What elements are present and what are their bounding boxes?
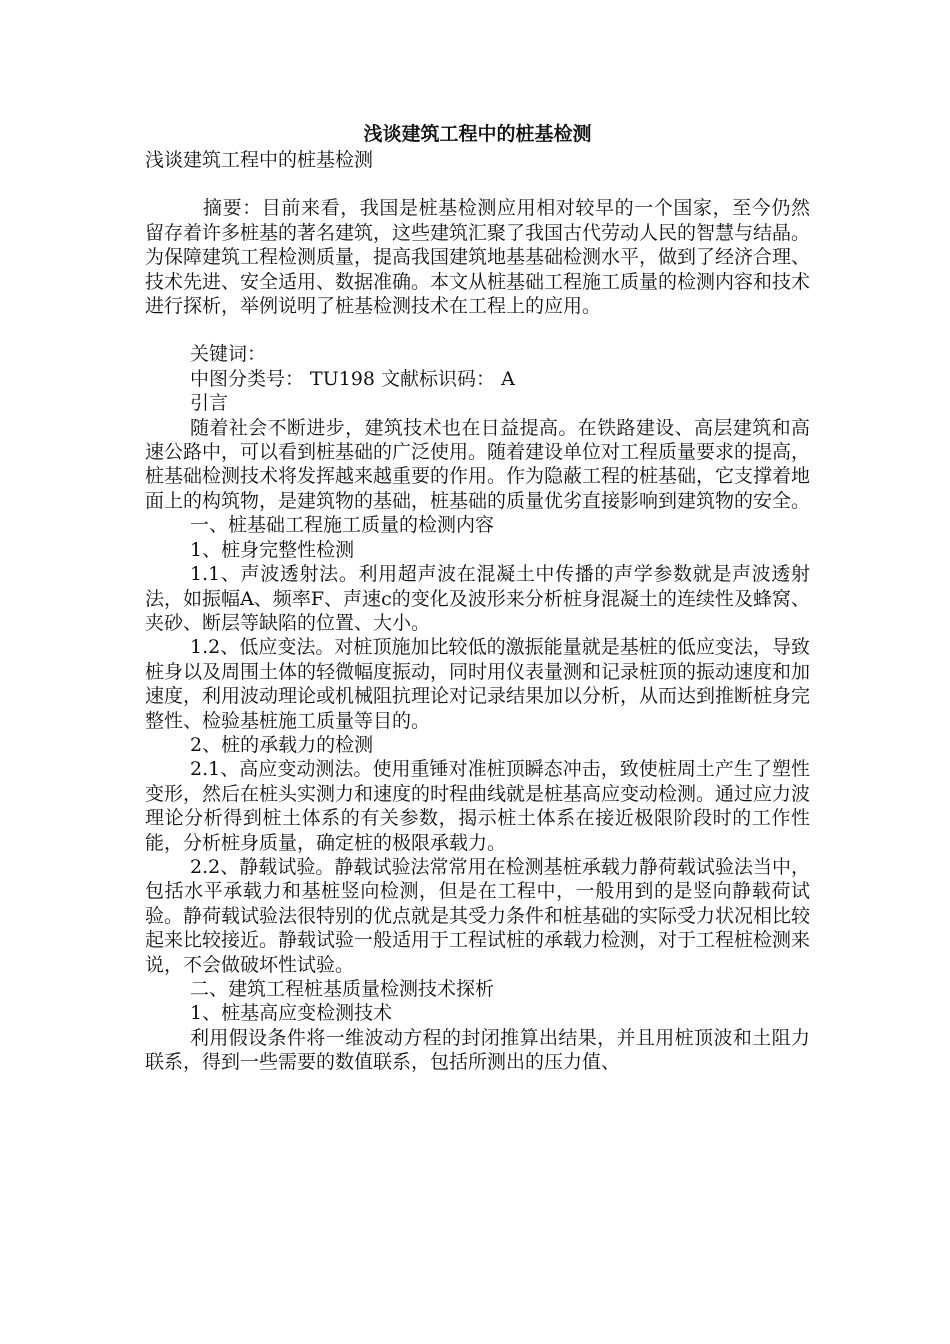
subsection-2-heading: 2、桩的承载力的检测 [190, 733, 374, 756]
section-2-heading: 二、建筑工程桩基质量检测技术探析 [190, 978, 495, 1000]
document-title: 浅谈建筑工程中的桩基检测 [363, 123, 592, 145]
subsection-3-heading: 1、桩基高应变检测技术 [190, 1002, 393, 1025]
intro-heading: 引言 [190, 392, 229, 415]
blank-line [145, 318, 810, 342]
intro-paragraph: 随着社会不断进步，建筑技术也在日益提高。在铁路建设、高层建筑和高速公路中，可以看到桩基础的广泛使用。随着建设单位对工程质量要求的提高，桩基础检测技术将发挥越来越重要的作用。作为隐蔽工程的桩基础，它支撑着地面上的构筑物，是建筑物的基础，桩基础的质量优劣直接影响到建筑物的安全。 [145, 416, 811, 512]
keywords-label: 关键词： [190, 343, 267, 366]
document-subtitle: 浅谈建筑工程中的桩基检测 [145, 149, 374, 171]
blank-line [145, 172, 810, 196]
paragraph-2-1: 2.1、高应变动测法。使用重锤对准桩顶瞬态冲击，致使桩周土产生了塑性变形，然后在桩头实测力和速度的时程曲线就是桩基高应变动检测。通过应力波理论分析得到桩土体系的有关参数，揭示桩土体系在接近极限阶段时的工作性能，分析桩身质量，确定桩的极限承载力。 [145, 758, 811, 854]
abstract-paragraph: 摘要：目前来看，我国是桩基检测应用相对较早的一个国家，至今仍然留存着许多桩基的著名建筑，这些建筑汇聚了我国古代劳动人民的智慧与结晶。为保障建筑工程检测质量，提高我国建筑地基基础检测水平，做到了经济合理、技术先进、安全适用、数据准确。本文从桩基础工程施工质量的检测内容和技术进行探析，举例说明了桩基检测技术在工程上的应用。 [145, 197, 811, 318]
document-body [145, 121, 810, 1075]
subsection-1-heading: 1、桩身完整性检测 [190, 538, 355, 561]
paragraph-3: 利用假设条件将一维波动方程的封闭推算出结果，并且用桩顶波和土阻力联系，得到一些需要的数值联系，包括所测出的压力值、 [145, 1026, 810, 1074]
paragraph-2-2: 2.2、静载试验。静载试验法常常用在检测基桩承载力静荷载试验法当中，包括水平承载力和基桩竖向检测，但是在工程中，一般用到的是竖向静载荷试验。静荷载试验法很特别的优点就是其受力条件和桩基础的实际受力状况相比较起来比较接近。静载试验一般适用于工程试桩的承载力检测，对于工程桩检测来说，不会做破坏性试验。 [145, 855, 811, 976]
classification-line: 中图分类号： TU198 文献标识码： A [190, 367, 515, 390]
paragraph-1-1: 1.1、声波透射法。利用超声波在混凝土中传播的声学参数就是声波透射法，如振幅A、频率F、声速c的变化及波形来分析桩身混凝土的连续性及蜂窝、夹砂、断层等缺陷的位置、大小。 [145, 563, 810, 634]
section-1-heading: 一、桩基础工程施工质量的检测内容 [190, 514, 495, 537]
paragraph-1-2: 1.2、低应变法。对桩顶施加比较低的激振能量就是基桩的低应变法，导致桩身以及周围土体的轻微幅度振动，同时用仪表量测和记录桩顶的振动速度和加速度，利用波动理论或机械阻抗理论对记录结果加以分析，从而达到推断桩身完整性、检验基桩施工质量等目的。 [145, 636, 811, 732]
